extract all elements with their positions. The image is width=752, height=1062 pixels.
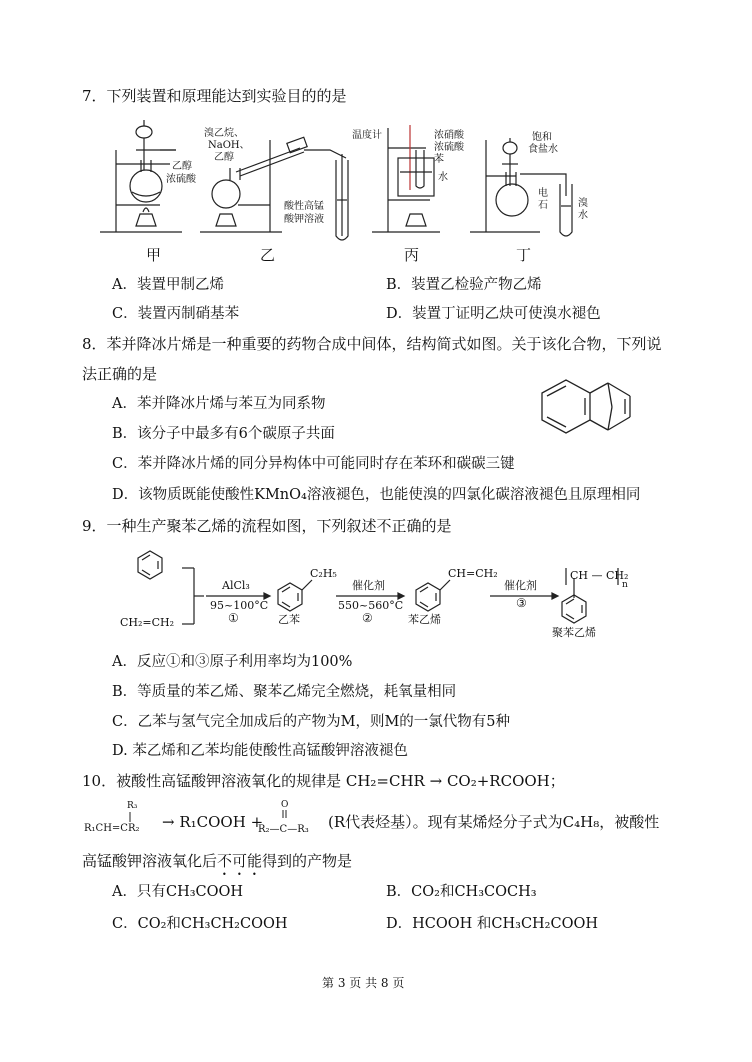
caption-yi: 乙 [260,246,276,264]
cond2-bottom: 550~560°C [338,599,404,612]
rule-carbonyl-o: O [281,800,289,810]
q9-option-c: C．乙苯与氢气完全加成后的产物为M，则M的一氯代物有5种 [112,714,511,730]
q8-option-a: A．苯并降冰片烯与苯互为同系物 [112,396,326,412]
q9-option-d: D. 苯乙烯和乙苯均能使酸性高锰酸钾溶液褪色 [112,743,408,759]
q7-option-b: B．装置乙检验产物乙烯 [386,277,542,293]
step2-marker: ② [362,611,373,625]
ethylene-formula: CH₂=CH₂ [120,616,175,629]
q10-stem-line3-b: 得到的产物是 [262,852,353,870]
step3-marker: ③ [516,596,527,610]
q8-stem-line1: 8．苯并降冰片烯是一种重要的药物合成中间体，结构简式如图。关于该化合物，下列说 [82,335,662,353]
name-polystyrene: 聚苯乙烯 [552,626,596,639]
label-kmno4-1: 酸性高锰 [284,201,324,212]
step1-marker: ① [228,611,239,625]
label-dian: 电 [538,188,548,199]
label-benzene: 苯 [434,154,444,165]
rule-ketone: R₂—C—R₃ [258,824,309,835]
q7-option-c: C．装置丙制硝基苯 [112,306,240,322]
q10-option-d: D．HCOOH 和CH₃CH₂COOH [386,916,599,932]
q9-option-a: A．反应①和③原子利用率均为100% [112,654,353,670]
label-ethanol: 乙醇 [172,161,192,172]
label-bromine: 溴 [578,198,588,209]
q10-option-b: B．CO₂和CH₃COCH₃ [386,884,537,900]
label-ethanol-2: 乙醇 [214,152,234,163]
caption-ding: 丁 [516,246,532,264]
cond1-bottom: 95~100°C [210,599,269,612]
cond1-top: AlCl₃ [222,579,250,592]
q10-option-c: C．CO₂和CH₃CH₂COOH [112,916,288,932]
label-kmno4-2: 酸钾溶液 [284,214,324,225]
name-ethylbenzene: 乙苯 [278,613,300,626]
label-thermometer: 温度计 [352,130,382,141]
rule-r3-sub: R₃ [127,801,138,811]
caption-bing: 丙 [404,246,420,264]
label-shi: 石 [538,200,548,211]
label-bromoethane: 溴乙烷、 [204,128,244,139]
q10-stem-line2: (R代表烃基）。现有某烯烃分子式为C₄H₈，被酸性 [328,813,660,831]
q10-stem-line3 [82,851,352,879]
label-naoh: NaOH、 [208,140,250,151]
rule-acid: → R₁COOH + [162,813,264,831]
polymer-n: n [622,580,628,590]
q9-option-b: B．等质量的苯乙烯、聚苯乙烯完全燃烧，耗氧量相同 [112,684,457,700]
q7-stem: 7．下列装置和原理能达到实验目的的是 [82,87,347,105]
name-styrene: 苯乙烯 [408,613,441,626]
vinyl-group: CH=CH₂ [448,567,498,580]
cond3-top: 催化剂 [504,579,537,592]
q8-option-d: D．该物质既能使酸性KMnO₄溶液褪色，也能使溴的四氯化碳溶液褪色且原理相同 [112,487,641,503]
caption-jia: 甲 [146,246,162,264]
q7-option-d: D．装置丁证明乙炔可使溴水褪色 [386,306,601,322]
q10-stem-line3-a: 高锰酸钾溶液氧化后 [82,852,218,870]
label-conc-sulfuric-2: 浓硫酸 [434,142,464,153]
label-saturated: 饱和 [532,132,552,143]
q7-option-a: A．装置甲制乙烯 [112,277,224,293]
cond2-top: 催化剂 [352,579,385,592]
polymer-repeat-unit: CH — CH₂ [570,569,629,582]
q8-option-b: B．该分子中最多有6个碳原子共面 [112,426,335,442]
ethyl-group: C₂H₅ [310,567,337,580]
rule-alkene: R₁CH=CR₂ [84,823,140,834]
q8-option-c: C．苯并降冰片烯的同分异构体中可能同时存在苯环和碳碳三键 [112,456,515,472]
q10-option-a: A．只有CH₃COOH [112,884,244,900]
label-bromine-water: 水 [578,210,588,221]
label-brine: 食盐水 [528,144,558,155]
q10-stem-line1: 10．被酸性高锰酸钾溶液氧化的规律是 CH₂=CHR → CO₂+RCOOH； [82,772,565,790]
label-water: 水 [438,172,448,183]
label-conc-sulfuric: 浓硫酸 [166,174,196,185]
page-number-footer: 第 3 页 共 8 页 [322,976,405,990]
q10-emphasis-not-possible: 不可能 [217,852,263,870]
q9-stem: 9．一种生产聚苯乙烯的流程如图，下列叙述不正确的是 [82,517,452,535]
label-conc-nitric: 浓硝酸 [434,130,464,141]
q8-stem-line2: 法正确的是 [82,365,158,383]
